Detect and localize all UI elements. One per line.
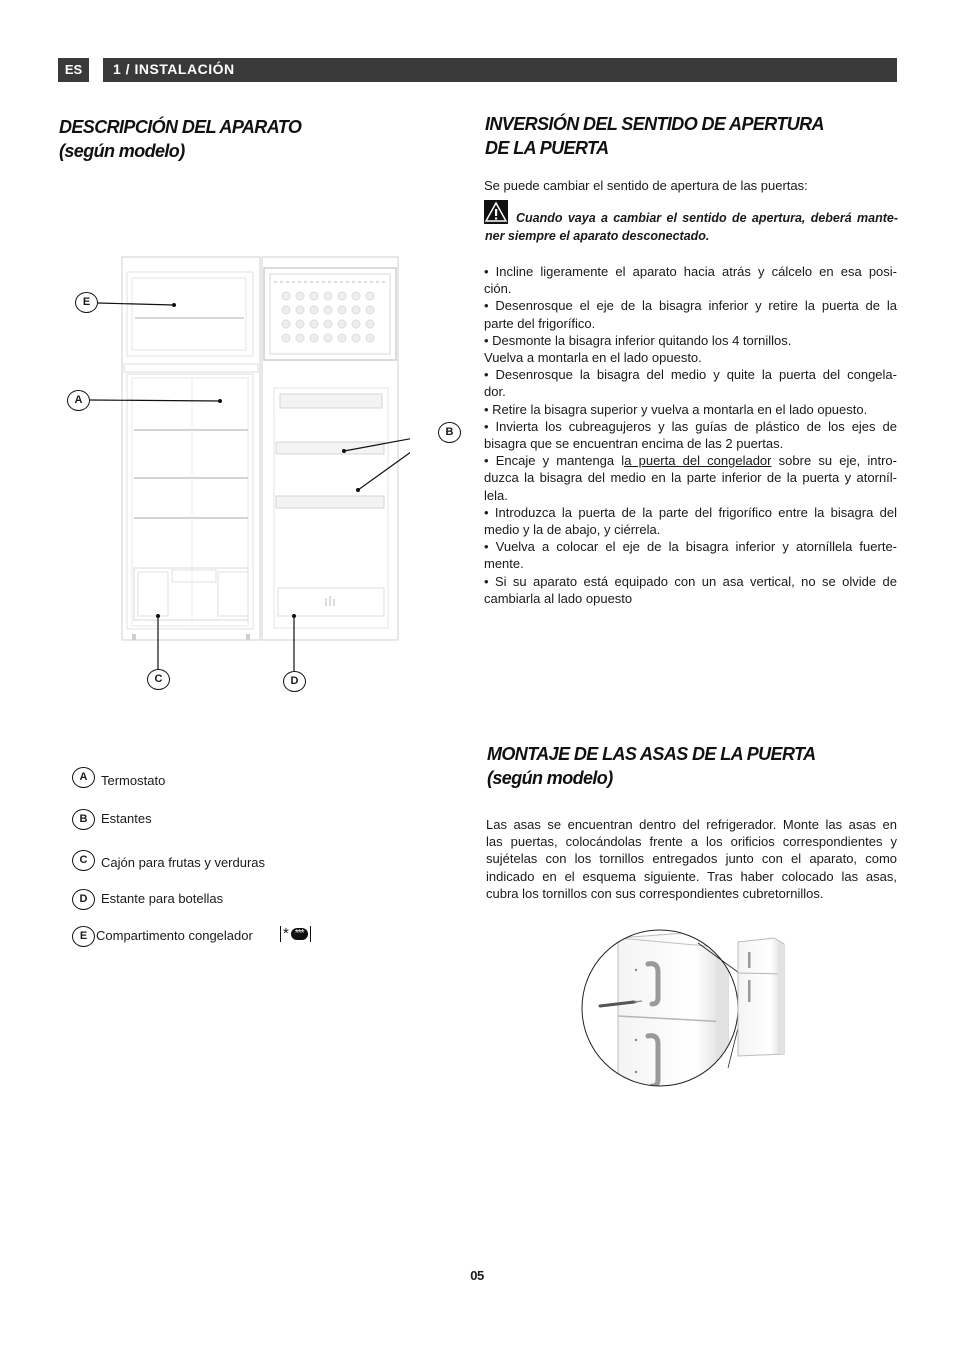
step-9 — [484, 538, 897, 572]
step-4 — [484, 366, 897, 400]
description-heading-line1: DESCRIPCIÓN DEL APARATO — [59, 117, 302, 137]
step-2-line1: • Desenrosque el eje de la bisagra inferior y retire la puerta de la — [484, 298, 897, 314]
page-number: 05 — [470, 1268, 484, 1283]
step-8 — [484, 504, 897, 538]
step-10-line1: • Si su aparato está equipado con un asa vertical, no se olvide de — [484, 573, 897, 589]
step-3b — [484, 349, 897, 366]
step-9-line1: • Vuelva a colocar el eje de la bisagra inferior y atorníllela fuerte- — [484, 539, 897, 555]
legend-key-c: C — [72, 850, 95, 871]
handles-line3: sujételas con los tornillos entregados junto con el aparato, como — [486, 851, 897, 867]
legend-text-d: Estante para botellas — [101, 890, 224, 906]
step-6-line1: • Invierta los cubreagujeros y las guías de plástico de los ejes de — [484, 418, 897, 434]
description-heading — [59, 115, 301, 163]
step-1-line2: ción. — [484, 281, 512, 297]
freezer-star-symbol — [280, 926, 311, 942]
legend-key-d: D — [72, 889, 95, 910]
step-10-line2: cambiarla al lado opuesto — [484, 590, 633, 606]
step-6 — [484, 418, 897, 452]
step-1-line1: • Incline ligeramente el aparato hacia atrás y cálcelo en esa posi- — [484, 264, 897, 279]
legend-text-e: Compartimento congelador — [96, 927, 253, 943]
warning-text — [485, 210, 898, 245]
diagram-label-a: A — [67, 390, 90, 411]
freezer-three-star-icon: *** — [291, 928, 308, 940]
step-8-line1: • Introduzca la puerta de la parte del frigorífico entre la bisagra del — [484, 504, 897, 520]
step-6-line2: bisagra que se encuentran encima de las 2 puertas. — [484, 436, 784, 452]
step-7-text-post: sobre su eje, intro- — [771, 453, 897, 469]
handles-heading-line2: (según modelo) — [487, 768, 613, 788]
door-reversal-heading — [485, 112, 824, 160]
diagram-label-b: B — [438, 422, 461, 443]
step-5 — [484, 401, 897, 418]
step-1 — [484, 263, 897, 297]
description-heading-line2: (según modelo) — [59, 141, 185, 161]
handles-line5: cubra los tornillos con sus correspondientes cubretornillos. — [486, 885, 824, 901]
step-9-line2: mente. — [484, 556, 524, 572]
legend-item-e — [72, 925, 253, 947]
legend-key-e: E — [72, 926, 95, 947]
step-7 — [484, 452, 897, 504]
section-header: 1 / INSTALACIÓN — [103, 58, 897, 82]
step-4-line1: • Desenrosque la bisagra del medio y quite la puerta del congela- — [484, 367, 897, 383]
step-2-line2: parte del frigorífico. — [484, 315, 596, 331]
step-5-line1: • Retire la bisagra superior y vuelva a montarla en el lado opuesto. — [484, 401, 868, 417]
handles-paragraph — [486, 816, 897, 902]
legend-key-a: A — [72, 767, 95, 788]
fridge-diagram — [60, 250, 410, 700]
door-reversal-heading-line2: DE LA PUERTA — [485, 138, 609, 158]
step-7-line3: lela. — [484, 487, 508, 503]
diagram-label-e: E — [75, 292, 98, 313]
step-8-line2: medio y la de abajo, y ciérrela. — [484, 522, 661, 538]
door-reversal-intro: Se puede cambiar el sentido de apertura de las puertas: — [484, 178, 808, 193]
handles-heading-line1: MONTAJE DE LAS ASAS DE LA PUERTA — [487, 744, 816, 764]
step-2 — [484, 297, 897, 331]
step-3-line1: • Desmonte la bisagra inferior quitando los 4 tornillos. — [484, 332, 792, 348]
step-3b-line1: Vuelva a montarla en el lado opuesto. — [484, 350, 702, 366]
step-3 — [484, 332, 897, 349]
legend-item-a — [72, 766, 165, 788]
step-7-line2: duzca la bisagra del medio en la parte inferior de la puerta y atorníl- — [484, 470, 897, 486]
step-7-line1 — [484, 452, 897, 469]
step-10 — [484, 573, 897, 607]
freezer-single-star-icon: * — [283, 925, 289, 942]
legend-item-d — [72, 888, 223, 910]
handles-line2: las puertas, colocándolas frente a los orificios correspondientes y — [486, 834, 897, 850]
step-4-line2: dor. — [484, 384, 506, 400]
freezer-door-link[interactable]: a puerta del congelador — [624, 453, 772, 469]
legend-text-b: Estantes — [101, 810, 152, 826]
warning-text-line2: ner siempre el aparato desconectado. — [485, 228, 710, 243]
diagram-label-c: C — [147, 669, 170, 690]
handle-mounting-illustration — [578, 918, 793, 1102]
legend-item-b — [72, 808, 152, 830]
legend-key-b: B — [72, 809, 95, 830]
door-reversal-heading-line1: INVERSIÓN DEL SENTIDO DE APERTURA — [485, 114, 824, 134]
handles-line4: indicado en el esquema siguiente. Tras haber colocado las asas, — [486, 868, 897, 884]
legend-item-c — [72, 849, 265, 871]
door-reversal-steps — [484, 263, 897, 607]
diagram-label-d: D — [283, 671, 306, 692]
warning-text-line1: Cuando vaya a cambiar el sentido de apertura, deberá mante- — [516, 211, 898, 225]
handles-line1: Las asas se encuentran dentro del refrigerador. Monte las asas en — [486, 817, 897, 832]
legend-text-c: Cajón para frutas y verduras — [101, 854, 266, 870]
language-badge: ES — [58, 58, 89, 82]
step-7-text-pre: • Encaje y mantenga l — [484, 453, 625, 469]
legend-text-a: Termostato — [101, 772, 166, 788]
handles-heading — [487, 742, 816, 790]
